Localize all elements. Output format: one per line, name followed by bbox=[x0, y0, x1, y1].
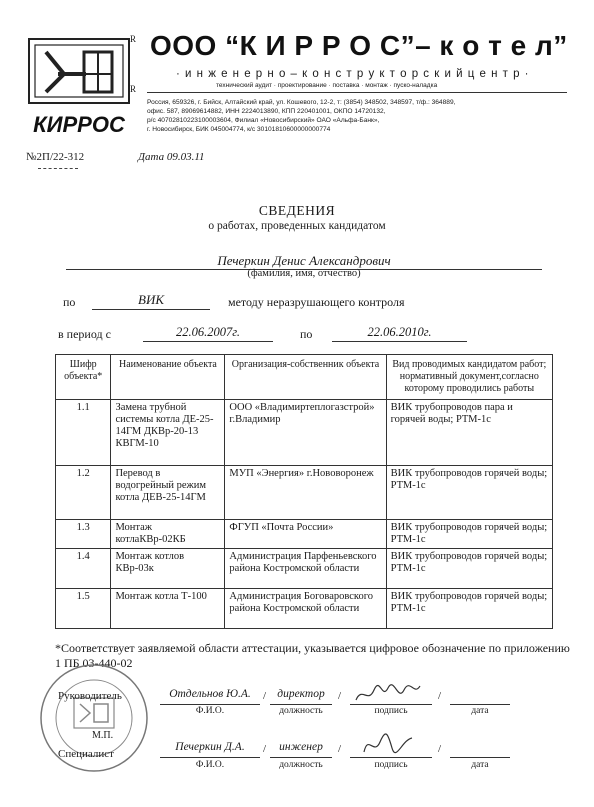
head-position: директор bbox=[277, 688, 325, 700]
head-date-line bbox=[450, 704, 510, 705]
caption-position: должность bbox=[279, 706, 323, 716]
separator: / bbox=[263, 743, 267, 755]
column-header: Шифр объекта* bbox=[56, 355, 111, 400]
cell-work: ВИК трубопроводов горячей воды; РТМ-1с bbox=[386, 589, 552, 629]
cell-code: 1.3 bbox=[56, 520, 111, 549]
stamp-place-label: М.П. bbox=[92, 730, 114, 741]
specialist-name-line bbox=[160, 757, 260, 758]
specialist-label: Специалист bbox=[58, 748, 114, 760]
candidate-name: Печеркин Денис Александрович bbox=[217, 253, 391, 268]
column-header: Вид проводимых кандидатом работ; нормативный документ,согласно которому проводились работы bbox=[386, 355, 552, 400]
column-header: Наименование объекта bbox=[111, 355, 225, 400]
separator: / bbox=[438, 743, 442, 755]
period-to: 22.06.2010г. bbox=[367, 325, 432, 339]
header-divider bbox=[147, 92, 567, 93]
company-logo bbox=[28, 38, 130, 138]
document-subtitle: о работах, проведенных кандидатом bbox=[208, 220, 386, 232]
column-header: Организация-собственник объекта bbox=[225, 355, 386, 400]
head-name-line bbox=[160, 704, 260, 705]
document-title: СВЕДЕНИЯ bbox=[258, 203, 336, 218]
document-date: Дата 09.03.11 bbox=[138, 151, 205, 163]
company-details bbox=[147, 98, 587, 134]
registered-mark: R bbox=[130, 34, 137, 44]
caption-fio: Ф.И.О. bbox=[195, 706, 225, 716]
cell-owner: ООО «Владимиртеплогазстрой» г.Владимир bbox=[225, 400, 386, 466]
caption-date: дата bbox=[471, 706, 489, 716]
caption-position: должность bbox=[279, 760, 323, 770]
head-signature-line bbox=[350, 704, 432, 705]
period-mid: по bbox=[300, 327, 313, 341]
cell-code: 1.4 bbox=[56, 549, 111, 589]
caption-date: дата bbox=[471, 760, 489, 770]
svg-text:КИРРОС: КИРРОС bbox=[33, 112, 125, 137]
separator: / bbox=[263, 690, 267, 702]
specialist-signature-mark bbox=[360, 730, 416, 758]
specialist-signature-line bbox=[350, 757, 432, 758]
cell-name: Перевод в водогрейный режим котла ДЕВ-25-14ГМ bbox=[111, 466, 225, 520]
specialist-date-line bbox=[450, 757, 510, 758]
company-services: технический аудит · проектирование · поставка · монтаж · пуско-наладка bbox=[216, 82, 438, 89]
table-row bbox=[56, 466, 553, 520]
document-number-underline bbox=[38, 168, 78, 169]
details-line: офис. 587, 89069614882, ИНН 2224013890, КПП 220401001, ОКПО 14720132, bbox=[147, 108, 386, 115]
cell-code: 1.5 bbox=[56, 589, 111, 629]
table-row bbox=[56, 549, 553, 589]
cell-owner: ФГУП «Почта России» bbox=[225, 520, 386, 549]
cell-work: ВИК трубопроводов пара и горячей воды; РТМ-1с bbox=[386, 400, 552, 466]
cell-name: Монтаж котла Т-100 bbox=[111, 589, 225, 629]
head-label: Руководитель bbox=[58, 690, 122, 702]
details-line: р/с 40702810223100003604, Филиал «Новосибирский» ОАО «Альфа-Банк», bbox=[147, 117, 380, 124]
cell-owner: МУП «Энергия» г.Нововоронеж bbox=[225, 466, 386, 520]
table-row bbox=[56, 400, 553, 466]
head-position-line bbox=[270, 704, 332, 705]
method-value: ВИК bbox=[138, 292, 164, 307]
caption-signature: подпись bbox=[374, 706, 408, 716]
cell-code: 1.2 bbox=[56, 466, 111, 520]
period-from-underline bbox=[143, 341, 273, 342]
details-line: Россия, 659326, г. Бийск, Алтайский край, ул. Кошевого, 12-2, т: (3854) 348502, 348597, т/ф.: 364889, bbox=[147, 99, 456, 106]
specialist-position-line bbox=[270, 757, 332, 758]
document-number: №2П/22-312 bbox=[26, 151, 85, 163]
cell-name: Монтаж котлаКВр-02КБ bbox=[111, 520, 225, 549]
cell-work: ВИК трубопроводов горячей воды; РТМ-1с bbox=[386, 549, 552, 589]
company-name: ООО “К И Р Р О С”– к о т е л” bbox=[150, 30, 568, 61]
cell-owner: Администрация Боговаровского района Костромской области bbox=[225, 589, 386, 629]
cell-name: Монтаж котлов КВр-03к bbox=[111, 549, 225, 589]
specialist-name: Печеркин Д.А. bbox=[175, 741, 245, 753]
company-subtitle: · и н ж е н е р н о – к о н с т р у к т о р с к и й ц е н т р · bbox=[176, 68, 530, 80]
period-from: 22.06.2007г. bbox=[175, 325, 241, 339]
footnote: *Соответствует заявляемой области аттестации, указывается цифровое обозначение по приложению 1 ПБ 03-440-02 bbox=[55, 641, 570, 670]
cell-name: Замена трубной системы котла ДЕ-25-14ГМ ДКВр-20-13 КВГМ-10 bbox=[111, 400, 225, 466]
cell-work: ВИК трубопроводов горячей воды; РТМ-1с bbox=[386, 466, 552, 520]
method-suffix: методу неразрушающего контроля bbox=[228, 295, 405, 309]
details-line: г. Новосибирск, БИК 045004774, к/с 30101810600000000774 bbox=[147, 126, 331, 133]
cell-owner: Администрация Парфеньевского района Костромской области bbox=[225, 549, 386, 589]
head-name: Отдельнов Ю.А. bbox=[169, 688, 251, 700]
table-header-row bbox=[56, 355, 553, 400]
separator: / bbox=[438, 690, 442, 702]
separator: / bbox=[338, 743, 342, 755]
work-table bbox=[55, 354, 553, 629]
cell-work: ВИК трубопроводов горячей воды; РТМ-1с bbox=[386, 520, 552, 549]
table-row bbox=[56, 589, 553, 629]
table-row bbox=[56, 520, 553, 549]
registered-mark: R bbox=[130, 84, 137, 94]
method-underline bbox=[92, 309, 210, 310]
period-to-underline bbox=[332, 341, 467, 342]
period-prefix: в период с bbox=[58, 327, 111, 341]
candidate-caption: (фамилия, имя, отчество) bbox=[247, 268, 361, 279]
method-prefix: по bbox=[63, 295, 76, 309]
specialist-position: инженер bbox=[279, 741, 323, 753]
separator: / bbox=[338, 690, 342, 702]
cell-code: 1.1 bbox=[56, 400, 111, 466]
caption-signature: подпись bbox=[374, 760, 408, 770]
head-signature-mark bbox=[352, 680, 422, 706]
caption-fio: Ф.И.О. bbox=[195, 760, 225, 770]
